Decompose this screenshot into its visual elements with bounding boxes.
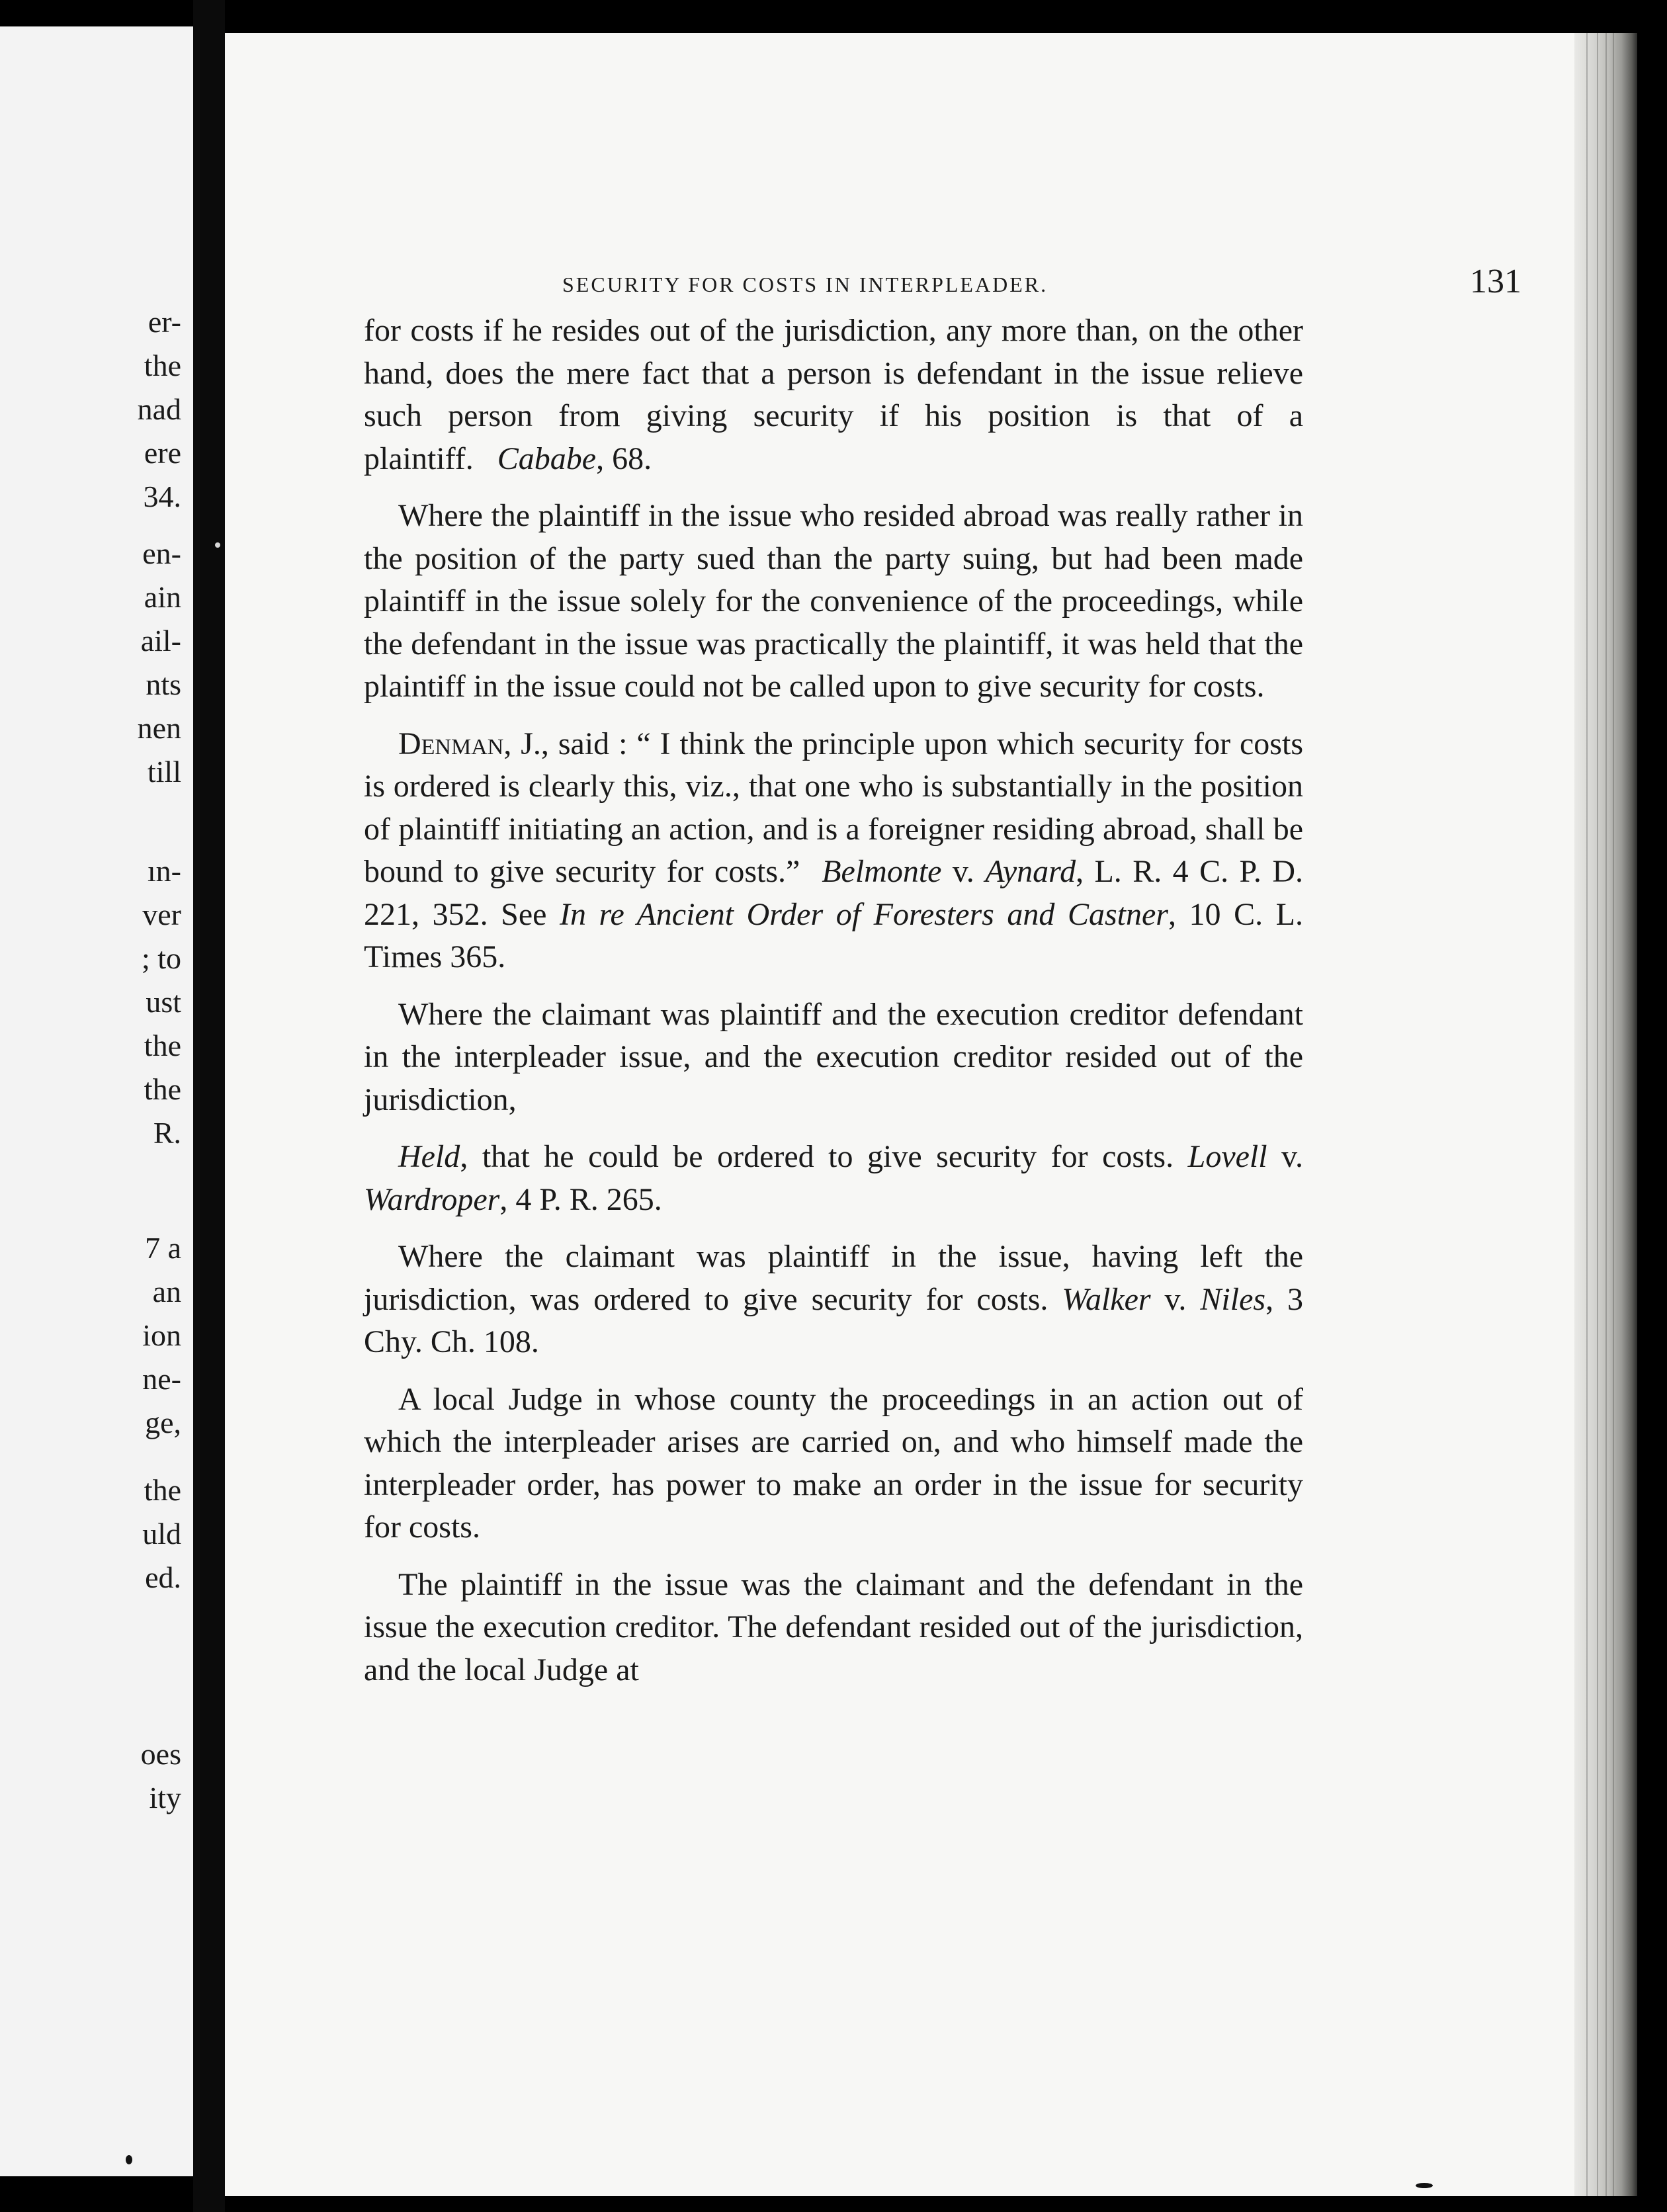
citation-reference: , 3 Chy. Ch. 108. (364, 1281, 1304, 1359)
left-fragment: 7 a (145, 1231, 181, 1265)
scan-speck (215, 542, 220, 548)
left-fragment: er- (148, 305, 181, 339)
running-head-title: SECURITY FOR COSTS IN INTERPLEADER. (562, 273, 1048, 296)
left-fragment: ge, (145, 1406, 181, 1439)
paragraph-text: , J., said : “ I think the principle upon which security for costs is ordered is clearly this, viz., that one who is substantially in the position of plaintiff initiating an action, and is a foreigner residing abroad, shall be bound to give security for costs.” (364, 726, 1303, 889)
case-citation: Cababe (497, 441, 597, 476)
left-fragment: till (147, 755, 181, 788)
paragraph-text: The plaintiff in the issue was the claimant and the defendant in the issue the execution creditor. The defendant resided out of the jurisdiction, and the local Judge at (364, 1566, 1303, 1687)
paragraph (364, 1564, 1303, 1692)
left-fragment: ed. (145, 1560, 181, 1594)
left-fragment: ver (142, 898, 181, 931)
left-fragment: ; to (141, 941, 181, 975)
running-head (562, 258, 1521, 298)
case-citation: In re Ancient Order of Foresters and Castner (560, 896, 1168, 932)
left-fragment: uld (142, 1517, 181, 1551)
paragraph-text: for costs if he resides out of the jurisdiction, any more than, on the other hand, does the mere fact that a person is defendant in the issue relieve such person from giving security if his position is that of a plaintiff. (364, 313, 1303, 476)
page-edge-shading (1574, 33, 1637, 2196)
citation-reference: , 68. (596, 441, 652, 476)
left-fragment: ın- (147, 854, 181, 888)
paragraph (364, 1236, 1303, 1364)
page-edge-line (1597, 33, 1598, 2196)
paragraph-text: A local Judge in whose county the proceedings in an action out of which the interpleader arises are carried on, and who himself made the interpleader order, has power to make an order in the issue for security for costs. (364, 1381, 1303, 1545)
left-fragment: ity (149, 1781, 181, 1814)
left-fragment: ion (142, 1318, 181, 1352)
scan-speck (126, 2155, 132, 2164)
case-party: Wardroper (364, 1181, 500, 1217)
paragraph-text: Where the claimant was plaintiff in the issue, having left the jurisdiction, was ordered to give security for costs. (364, 1239, 1303, 1317)
left-fragment: ain (144, 580, 181, 614)
paragraph-text: Where the claimant was plaintiff and the execution creditor defendant in the interpleader issue, and the execution creditor resided out of the jurisdiction, (364, 996, 1303, 1117)
left-fragment: 34. (143, 480, 181, 513)
left-fragment: the (144, 1072, 181, 1106)
scan-speck (1416, 2183, 1433, 2188)
held-word: Held (398, 1139, 460, 1174)
left-fragment: the (144, 1029, 181, 1062)
body-text (364, 310, 1303, 1706)
page-edge-line (1605, 33, 1607, 2196)
left-fragment: the (144, 1473, 181, 1507)
case-party: Walker (1062, 1281, 1151, 1317)
left-fragment: ail- (140, 624, 181, 658)
book-gutter (193, 0, 225, 2212)
paragraph (364, 495, 1303, 708)
left-fragment: the (144, 349, 181, 382)
left-fragment: nad (137, 392, 181, 426)
paragraph (364, 310, 1303, 480)
case-versus: v. (941, 854, 986, 889)
paragraph (364, 994, 1303, 1122)
case-versus: v. (1267, 1139, 1304, 1174)
left-fragment: ne- (142, 1362, 181, 1396)
page-edge-line (1613, 33, 1614, 2196)
left-fragment: ust (146, 985, 181, 1019)
case-party: Aynard (985, 854, 1076, 889)
citation-reference: , L. R. 4 C. P. D. 221, 352. See (364, 854, 1304, 932)
page-number: 131 (1470, 263, 1521, 300)
case-party: Niles (1200, 1281, 1266, 1317)
left-facing-page (0, 26, 193, 2176)
left-fragment: nen (137, 711, 181, 745)
page-edge-line (1586, 33, 1588, 2196)
case-versus: v. (1150, 1281, 1201, 1317)
book-page (225, 33, 1637, 2196)
citation-reference: , 4 P. R. 265. (499, 1181, 662, 1217)
paragraph-text: Where the plaintiff in the issue who resided abroad was really rather in the position of the party sued than the party suing, but had been made plaintiff in the issue solely for the convenience of the proceedings, while the defendant in the issue was practically the plaintiff, it was held that the plaintiff in the issue could not be called upon to give security for costs. (364, 498, 1303, 704)
left-fragment: oes (140, 1737, 181, 1771)
left-fragment: R. (153, 1116, 181, 1150)
left-fragment: nts (146, 667, 181, 701)
left-fragment: en- (142, 536, 181, 570)
paragraph-text: , that he could be ordered to give security for costs. (460, 1139, 1174, 1174)
case-party: Lovell (1187, 1139, 1267, 1174)
paragraph (364, 1379, 1303, 1549)
judge-name: Denman (398, 726, 504, 761)
paragraph (364, 723, 1303, 979)
paragraph (364, 1136, 1303, 1221)
left-fragment: ere (144, 436, 181, 470)
case-party: Belmonte (822, 854, 942, 889)
left-fragment: an (152, 1275, 181, 1308)
citation-reference: , 10 C. L. Times 365. (364, 896, 1303, 974)
